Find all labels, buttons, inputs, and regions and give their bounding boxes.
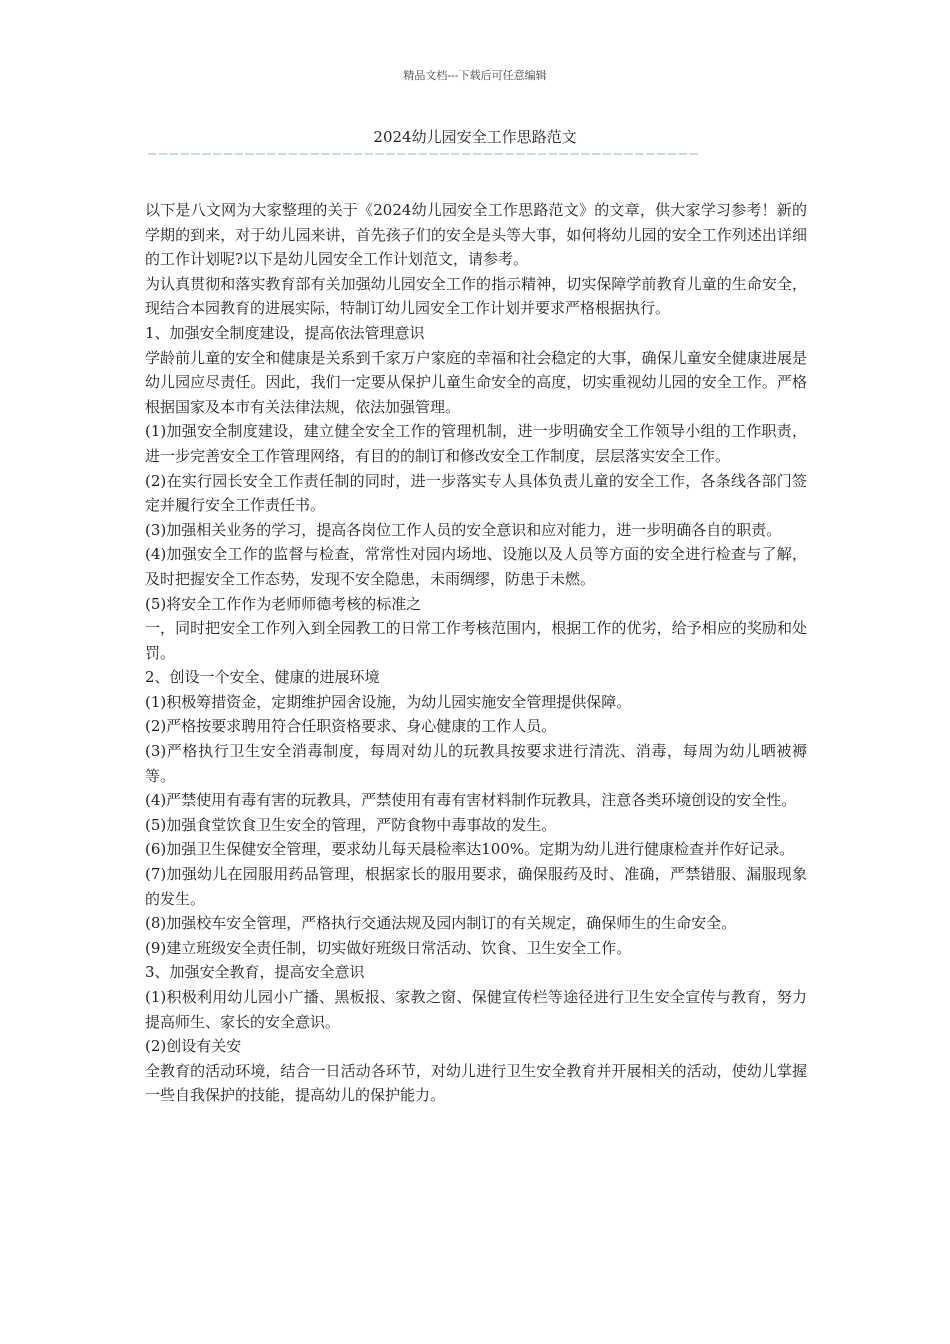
paragraph: 学龄前儿童的安全和健康是关系到千家万户家庭的幸福和社会稳定的大事，确保儿童安全健康进展是幼儿园应尽责任。因此，我们一定要从保护儿童生命安全的高度，切实重视幼儿园的安全工作。严格根据国家及本市有关法律法规，依法加强管理。 xyxy=(145,348,807,416)
list-item: (5)加强食堂饮食卫生安全的管理，严防食物中毒事故的发生。 xyxy=(145,815,557,834)
paragraph: 以下是八文网为大家整理的关于《2024幼儿园安全工作思路范文》的文章，供大家学习参考！新的学期的到来，对于幼儿园来讲，首先孩子们的安全是头等大事，如何将幼儿园的安全工作列述出详细的工作计划呢?以下是幼儿园安全工作计划范文，请参考。 xyxy=(145,201,807,269)
list-item: (3)严格执行卫生安全消毒制度，每周对幼儿的玩教具按要求进行清洗、消毒，每周为幼儿晒被褥等。 xyxy=(145,742,807,785)
document-title: 2024幼儿园安全工作思路范文 xyxy=(373,128,577,146)
list-item: (1)加强安全制度建设，建立健全安全工作的管理机制，进一步明确安全工作领导小组的工作职责，进一步完善安全工作管理网络，有目的的制订和修改安全工作制度，层层落实安全工作。 xyxy=(145,422,807,465)
list-item: (4)加强安全工作的监督与检查，常常性对园内场地、设施以及人员等方面的安全进行检查与了解，及时把握安全工作态势，发现不安全隐患，未雨绸缪，防患于未燃。 xyxy=(145,545,807,588)
paragraph: 一，同时把安全工作列入到全园教工的日常工作考核范围内，根据工作的优劣，给予相应的奖励和处罚。 xyxy=(145,619,807,662)
section-heading: 1、加强安全制度建设，提高依法管理意识 xyxy=(145,323,425,342)
header-note: 精品文档---下载后可任意编辑 xyxy=(403,69,547,82)
list-item: (7)加强幼儿在园服用药品管理，根据家长的服用要求，确保服药及时、准确，严禁错服、漏服现象的发生。 xyxy=(145,865,807,908)
list-item: (3)加强相关业务的学习，提高各岗位工作人员的安全意识和应对能力，进一步明确各自的职责。 xyxy=(145,520,782,539)
list-item: (2)在实行园长安全工作责任制的同时，进一步落实专人具体负责儿童的安全工作，各条线各部门签定并履行安全工作责任书。 xyxy=(145,471,807,515)
list-item: (4)严禁使用有毒有害的玩教具，严禁使用有毒有害材料制作玩教具，注意各类环境创设的安全性。 xyxy=(145,791,797,810)
section-heading: 2、创设一个安全、健康的进展环境 xyxy=(145,668,380,687)
list-item: (2)创设有关安 xyxy=(145,1037,242,1056)
paragraph: 为认真贯彻和落实教育部有关加强幼儿园安全工作的指示精神，切实保障学前教育儿童的生命安全，现结合本园教育的进展实际，特制订幼儿园安全工作计划并要求严格根据执行。 xyxy=(145,274,807,318)
list-item: (5)将安全工作作为老师师德考核的标准之 xyxy=(145,594,422,613)
paragraph: 全教育的活动环境，结合一日活动各环节，对幼儿进行卫生安全教育并开展相关的活动，使幼儿掌握一些自我保护的技能，提高幼儿的保护能力。 xyxy=(145,1061,807,1105)
document-body xyxy=(145,198,807,1108)
list-item: (1)积极利用幼儿园小广播、黑板报、家教之窗、保健宣传栏等途径进行卫生安全宣传与教育，努力提高师生、家长的安全意识。 xyxy=(145,988,807,1031)
list-item: (9)建立班级安全责任制，切实做好班级日常活动、饮食、卫生安全工作。 xyxy=(145,938,632,957)
list-item: (1)积极筹措资金，定期维护园舍设施，为幼儿园实施安全管理提供保障。 xyxy=(145,692,632,711)
list-item: (8)加强校车安全管理，严格执行交通法规及园内制订的有关规定，确保师生的生命安全。 xyxy=(145,914,737,933)
list-item: (6)加强卫生保健安全管理，要求幼儿每天晨检率达100%。定期为幼儿进行健康检查并作好记录。 xyxy=(145,840,795,859)
list-item: (2)严格按要求聘用符合任职资格要求、身心健康的工作人员。 xyxy=(145,717,557,736)
section-heading: 3、加强安全教育，提高安全意识 xyxy=(145,963,365,982)
title-divider: ——————————————————————————————————————————————————— xyxy=(148,146,701,160)
